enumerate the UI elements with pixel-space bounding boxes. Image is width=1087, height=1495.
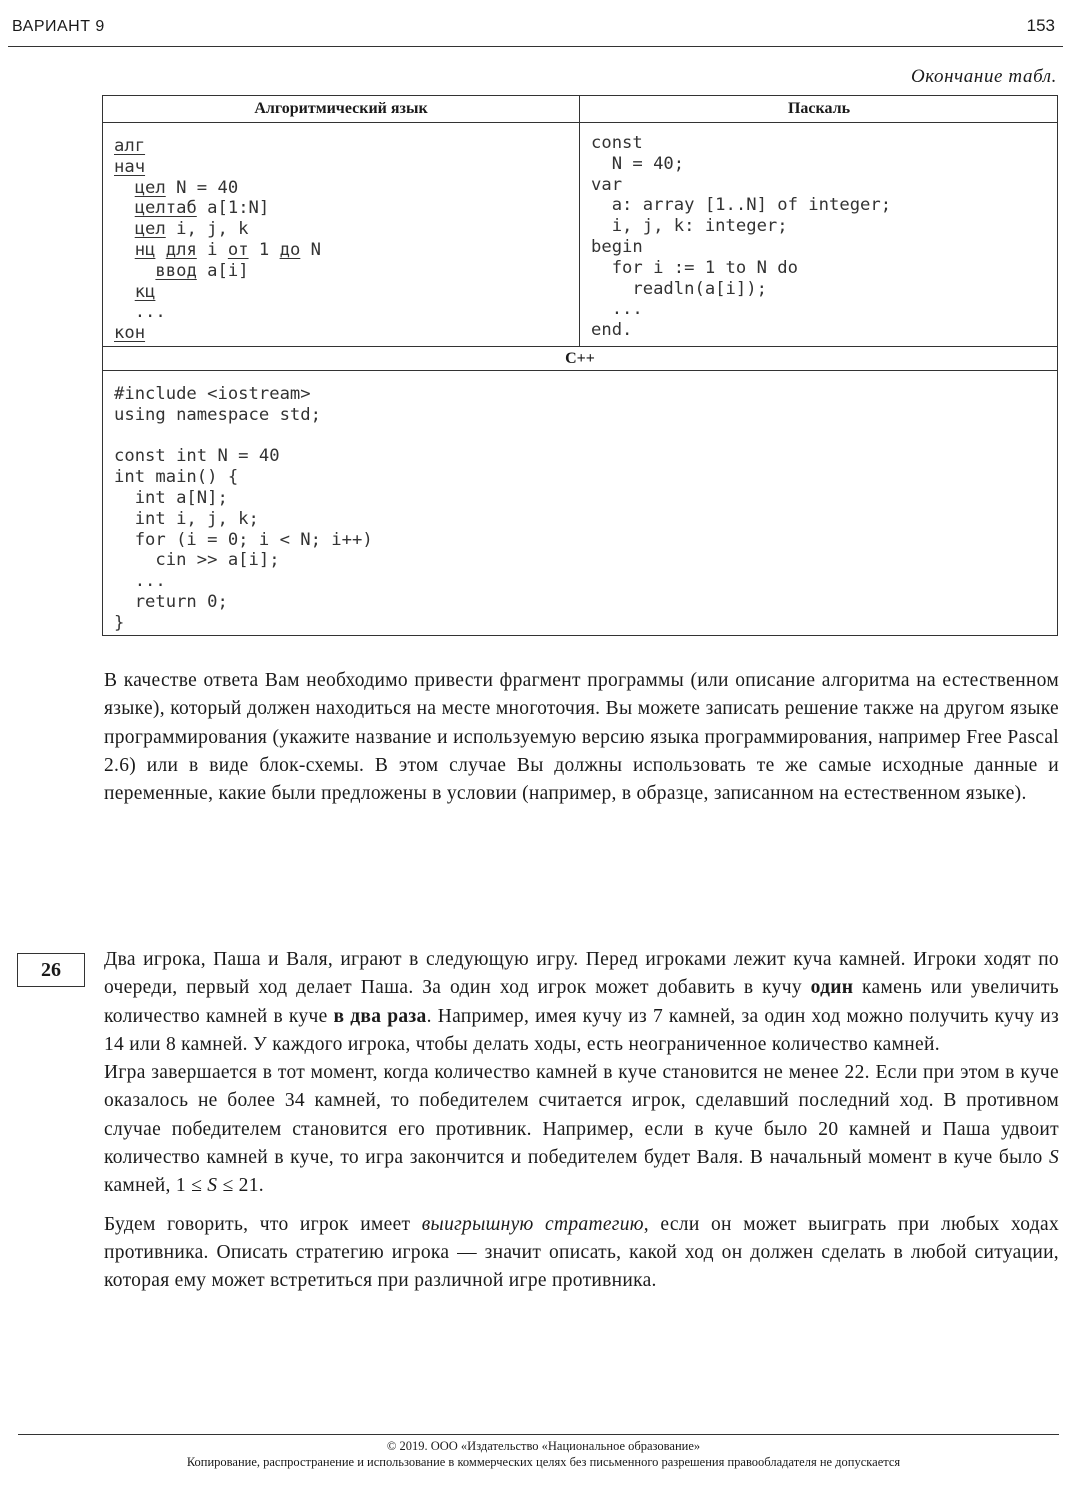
question-paragraph-1: Два игрока, Паша и Валя, играют в следующую игру. Перед игроками лежит куча камней. Игроки ходят по очереди, первый ход делает Паша. За один ход игрок может добавить в кучу один камень или увеличить количество камней в куче в два раза. Например, имея кучу из 7 камней, за один ход можно получить кучу из 14 или 8 камней. У каждого игрока, чтобы делать ходы, есть неограниченное количество камней.	[104, 949, 1059, 1055]
table-rule	[103, 346, 1057, 347]
code-line: #include <iostream>	[114, 384, 311, 404]
question-number: 26	[17, 953, 85, 987]
question-paragraph-3: Будем говорить, что игрок имеет выигрышную стратегию, если он может выиграть при любых ходах противника. Описать стратегию игрока — значит описать, какой ход он должен сделать в любой ситуации, которая ему может встретиться при различной игре противника.	[104, 1213, 1059, 1292]
code-line: begin	[591, 236, 643, 257]
instructions-text: В качестве ответа Вам необходимо привести фрагмент программы (или описание алгоритма на естественном языке), который должен находиться на месте многоточия. Вы можете записать решение также на другом языке программирования (укажите название и используемую версию языка программирования, например Free Pascal 2.6) или в виде блок-схемы. В этом случае Вы должны использовать те же самые исходные данные и переменные, какие были предложены в условии (например, в образце, записанном на естественном языке).	[104, 670, 1059, 805]
code-line: for (i = 0; i < N; i++)	[114, 529, 373, 550]
code-line: end.	[591, 320, 633, 341]
code-line: const	[591, 133, 643, 153]
copyright-line: © 2019. ООО «Издательство «Национальное образование»	[386, 1439, 701, 1453]
code-line: const int N = 40	[114, 446, 280, 467]
table-caption: Окончание табл.	[910, 66, 1057, 87]
page-number: 153	[1026, 16, 1055, 35]
code-line: нач	[114, 156, 146, 177]
code-line: int a[N];	[114, 487, 228, 508]
column-header-pascal: Паскаль	[787, 100, 851, 117]
cpp-code-block	[114, 384, 373, 634]
code-line: int main() {	[114, 467, 239, 488]
code-line: a: array [1..N] of integer;	[591, 195, 892, 216]
code-line: ...	[134, 302, 166, 323]
code-line: int i, j, k;	[114, 508, 259, 529]
table-rule	[103, 370, 1057, 371]
question-text	[104, 946, 1059, 1296]
code-line: ввод a[i]	[155, 260, 249, 281]
footer-divider	[18, 1434, 1059, 1435]
code-line	[114, 426, 373, 447]
variant-label: ВАРИАНТ 9	[12, 18, 105, 35]
column-header-cpp: C++	[565, 350, 595, 367]
copyright-notice: Копирование, распространение и использование в коммерческих целях без письменного разрешения правообладателя не допускается	[186, 1455, 901, 1469]
code-line: нц для i от 1 до N	[134, 239, 322, 260]
code-line: for i := 1 to N do	[591, 257, 798, 278]
code-line: readln(a[i]);	[591, 278, 767, 299]
code-line: i, j, k: integer;	[591, 216, 788, 237]
code-line: }	[114, 612, 125, 633]
answer-instructions	[104, 667, 1059, 808]
code-line: кц	[134, 281, 156, 302]
code-line: кон	[114, 323, 146, 344]
header-divider	[8, 46, 1063, 47]
table-column-divider	[579, 96, 580, 346]
code-table	[102, 95, 1058, 636]
question-paragraph-2: Игра завершается в тот момент, когда количество камней в куче становится не менее 22. Если при этом в куче оказалось не более 34 камней, то победителем считается игрок, сделавший последний ход. В противном случае победителем становится его противник. Например, если в куче было 20 камней и Паша удвоит количество камней в куче, то игра закончится и победителем будет Валя. В начальный момент в куче было S камней, 1 ≤ S ≤ 21.	[104, 1062, 1059, 1197]
code-line: алг	[114, 136, 146, 156]
table-rule	[103, 122, 1057, 123]
code-line: N = 40;	[591, 153, 685, 174]
code-line: using namespace std;	[114, 404, 321, 425]
code-line: цел i, j, k	[134, 219, 249, 240]
code-line: ...	[114, 571, 166, 592]
column-header-alg: Алгоритмический язык	[254, 100, 428, 117]
code-line: цел N = 40	[134, 177, 239, 198]
code-line: cin >> a[i];	[114, 550, 280, 571]
code-line: целтаб a[1:N]	[134, 198, 270, 219]
code-line: ...	[591, 299, 643, 320]
alg-code-block	[114, 136, 321, 344]
code-line: var	[591, 174, 623, 195]
pascal-code-block	[591, 133, 891, 341]
code-line: return 0;	[114, 591, 228, 612]
